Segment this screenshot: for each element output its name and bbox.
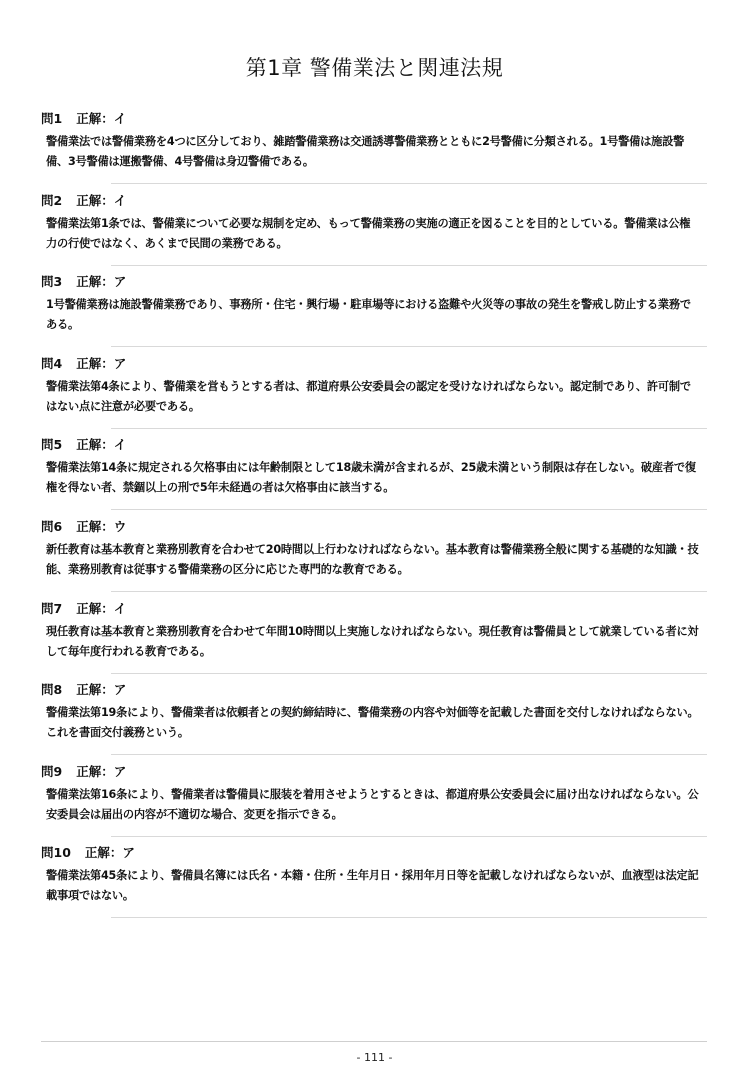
correct-answer: 正解：イ: [76, 192, 127, 208]
correct-answer: 正解：ア: [76, 355, 127, 371]
correct-answer: 正解：ウ: [76, 518, 127, 534]
answer-list: [41, 110, 701, 926]
answer-heading: [41, 192, 701, 214]
correct-answer: 正解：ア: [76, 763, 127, 779]
answer-heading: [41, 436, 701, 458]
answer-item-10: [41, 844, 701, 926]
correct-answer: 正解：イ: [76, 600, 127, 616]
answer-item-8: [41, 681, 701, 763]
question-number: 問8: [41, 682, 63, 698]
explanation: 警備業法第16条により、警備業者は警備員に服装を着用させようとするときは、都道府県公安委員会に届け出なければならない。公安委員会は届出の内容が不適切な場合、変更を指示できる。: [46, 787, 699, 821]
correct-answer: 正解：ア: [84, 845, 135, 861]
divider: [111, 265, 707, 266]
answer-item-3: [41, 273, 701, 355]
answer-heading: [41, 355, 701, 377]
correct-answer: 正解：イ: [76, 437, 127, 453]
explanation: 警備業法第45条により、警備員名簿には氏名・本籍・住所・生年月日・採用年月日等を記載しなければならないが、血液型は法定記載事項ではない。: [46, 869, 699, 903]
question-number: 問3: [41, 274, 63, 290]
answer-item-6: [41, 518, 701, 600]
divider: [111, 673, 707, 674]
question-number: 問7: [41, 600, 63, 616]
explanation: 現任教育は基本教育と業務別教育を合わせて年間10時間以上実施しなければならない。現任教育は警備員として就業している者に対して毎年度行われる教育である。: [46, 624, 699, 658]
correct-answer: 正解：イ: [76, 111, 127, 126]
answer-item-2: [41, 192, 701, 274]
divider: [111, 917, 707, 918]
answer-item-5: [41, 436, 701, 518]
question-number: 問6: [41, 518, 63, 534]
page-title: 第1章 警備業法と関連法規: [245, 56, 504, 80]
answer-heading: [41, 518, 701, 540]
explanation: 新任教育は基本教育と業務別教育を合わせて20時間以上行わなければならない。基本教育は警備業務全般に関する基礎的な知識・技能、業務別教育は従事する警備業務の区分に応じた専門的な教育である。: [46, 542, 699, 576]
question-number: 問5: [41, 437, 63, 453]
divider: [111, 591, 707, 592]
question-number: 問9: [41, 763, 63, 779]
question-number: 問10: [41, 845, 71, 861]
answer-heading: [41, 763, 701, 785]
answer-item-1: [41, 110, 701, 192]
footer-divider: [41, 1041, 707, 1042]
answer-item-7: [41, 600, 701, 682]
question-number: 問4: [41, 355, 63, 371]
answer-heading: [41, 681, 701, 703]
page-number: - 111 -: [356, 1051, 393, 1064]
divider: [111, 428, 707, 429]
answer-item-4: [41, 355, 701, 437]
correct-answer: 正解：ア: [76, 274, 127, 290]
question-number: 問2: [41, 192, 63, 208]
divider: [111, 346, 707, 347]
answer-heading: [41, 110, 701, 132]
explanation: 1号警備業務は施設警備業務であり、事務所・住宅・興行場・駐車場等における盗難や火災等の事故の発生を警戒し防止する業務である。: [46, 298, 691, 332]
explanation: 警備業法第19条により、警備業者は依頼者との契約締結時に、警備業務の内容や対価等を記載した書面を交付しなければならない。これを書面交付義務という。: [46, 706, 699, 740]
answer-heading: [41, 273, 701, 295]
divider: [111, 183, 707, 184]
answer-heading: [41, 844, 701, 866]
divider: [111, 754, 707, 755]
correct-answer: 正解：ア: [76, 682, 127, 698]
explanation: 警備業法第4条により、警備業を営もうとする者は、都道府県公安委員会の認定を受けなければならない。認定制であり、許可制ではない点に注意が必要である。: [46, 379, 691, 413]
explanation: 警備業法では警備業務を4つに区分しており、雑踏警備業務は交通誘導警備業務とともに2号警備に分類される。1号警備は施設警備、3号警備は運搬警備、4号警備は身辺警備である。: [46, 135, 685, 168]
answer-heading: [41, 600, 701, 622]
divider: [111, 836, 707, 837]
divider: [111, 509, 707, 510]
answer-item-9: [41, 763, 701, 845]
explanation: 警備業法第1条では、警備業について必要な規制を定め、もって警備業務の実施の適正を図ることを目的としている。警備業は公権力の行使ではなく、あくまで民間の業務である。: [46, 216, 691, 250]
question-number: 問1: [41, 111, 63, 126]
explanation: 警備業法第14条に規定される欠格事由には年齢制限として18歳未満が含まれるが、25歳未満という制限は存在しない。破産者で復権を得ない者、禁錮以上の刑で5年未経過の者は欠格事由に該当する。: [46, 461, 696, 495]
